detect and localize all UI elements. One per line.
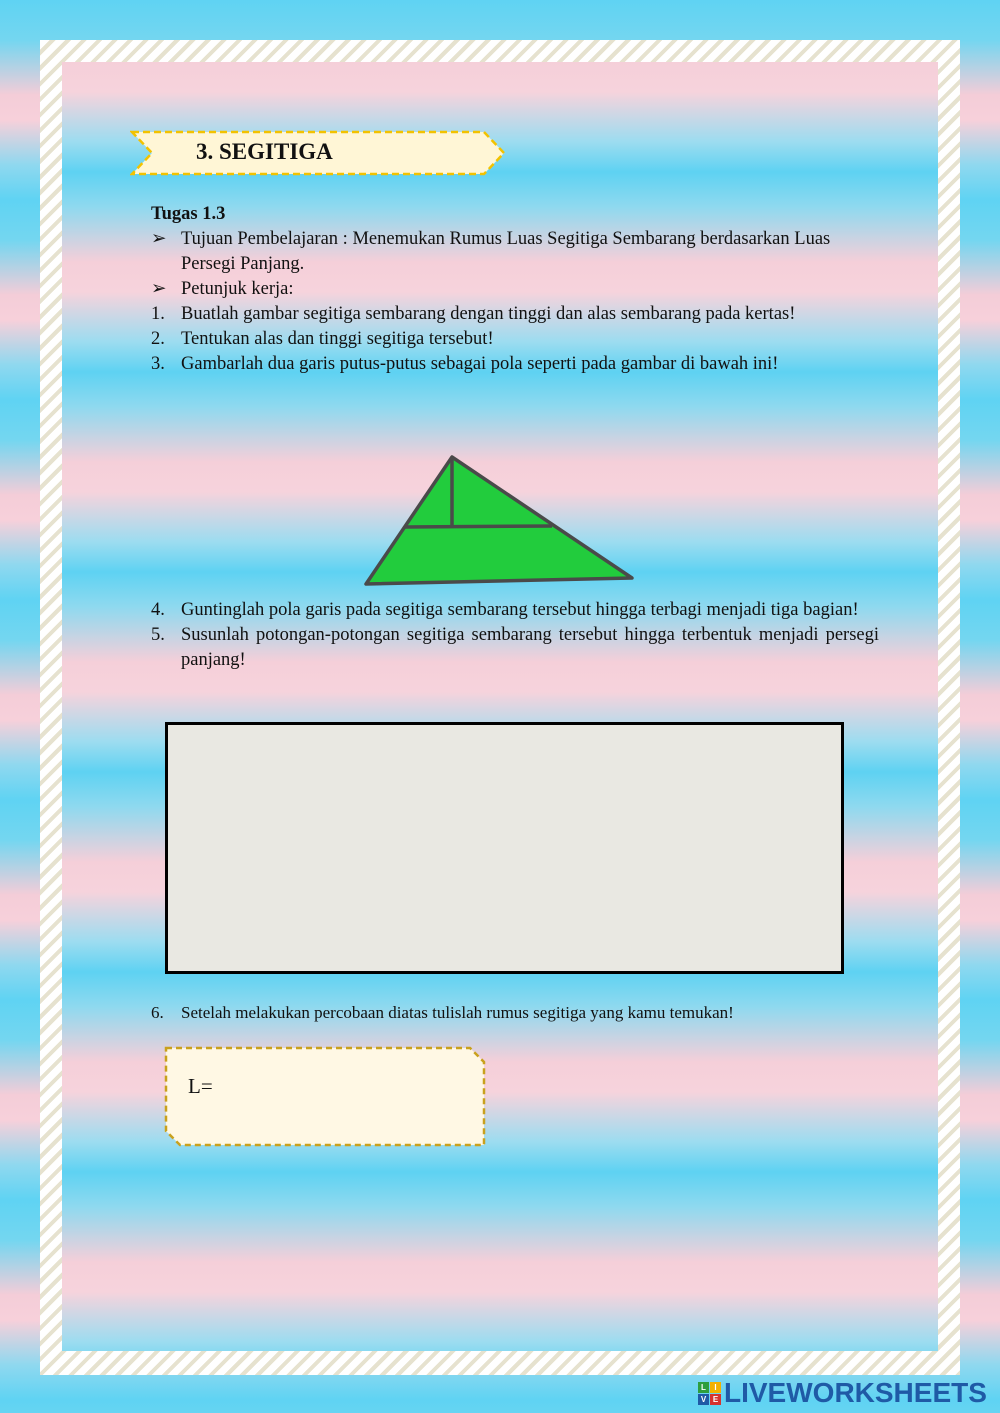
liveworksheets-logo-icon: L I V E [698, 1382, 721, 1405]
step-item [151, 1000, 879, 1025]
triangle-diagram [360, 450, 640, 595]
step-item [151, 598, 879, 623]
step-text: Setelah melakukan percobaan diatas tulislah rumus segitiga yang kamu temukan! [181, 1003, 734, 1022]
step-item [151, 327, 879, 352]
step-text: Buatlah gambar segitiga sembarang dengan tinggi dan alas sembarang pada kertas! [181, 304, 796, 324]
rectangle-answer-area[interactable] [165, 722, 844, 974]
liveworksheets-brand[interactable] [698, 1378, 987, 1408]
step-text: Tentukan alas dan tinggi segitiga tersebut! [181, 329, 494, 349]
step-text: Susunlah potongan-potongan segitiga sembarang tersebut hingga terbentuk menjadi persegi panjang! [181, 625, 879, 670]
brand-name: LIVEWORKSHEETS [724, 1377, 987, 1408]
step-number: 4. [151, 600, 165, 620]
instructions-item [151, 277, 879, 302]
step-item [151, 352, 879, 377]
step-number: 5. [151, 625, 165, 645]
arrow-bullet-icon: ➢ [151, 229, 167, 249]
step-number: 3. [151, 354, 165, 374]
step-number: 2. [151, 329, 165, 349]
task-intro [151, 202, 879, 377]
formula-label: L= [188, 1074, 213, 1098]
step-item [151, 302, 879, 327]
section-title: 3. SEGITIGA [196, 139, 333, 164]
step-text: Guntinglah pola garis pada segitiga sembarang tersebut hingga terbagi menjadi tiga bagian! [181, 600, 859, 620]
objective-text: Tujuan Pembelajaran : Menemukan Rumus Luas Segitiga Sembarang berdasarkan Luas Persegi Panjang. [181, 229, 831, 274]
section-banner [130, 130, 506, 176]
green-triangle [366, 457, 632, 584]
instructions-label: Petunjuk kerja: [181, 279, 294, 299]
objective-item [151, 227, 879, 277]
arrow-bullet-icon: ➢ [151, 279, 167, 299]
steps-continued [151, 598, 879, 673]
task-heading: Tugas 1.3 [151, 204, 226, 224]
step-number: 6. [151, 1003, 164, 1022]
step-text: Gambarlah dua garis putus-putus sebagai pola seperti pada gambar di bawah ini! [181, 354, 779, 374]
formula-answer-box[interactable] [164, 1046, 486, 1148]
horizontal-cut-line [405, 526, 552, 527]
step-item [151, 623, 879, 673]
step-number: 1. [151, 304, 165, 324]
